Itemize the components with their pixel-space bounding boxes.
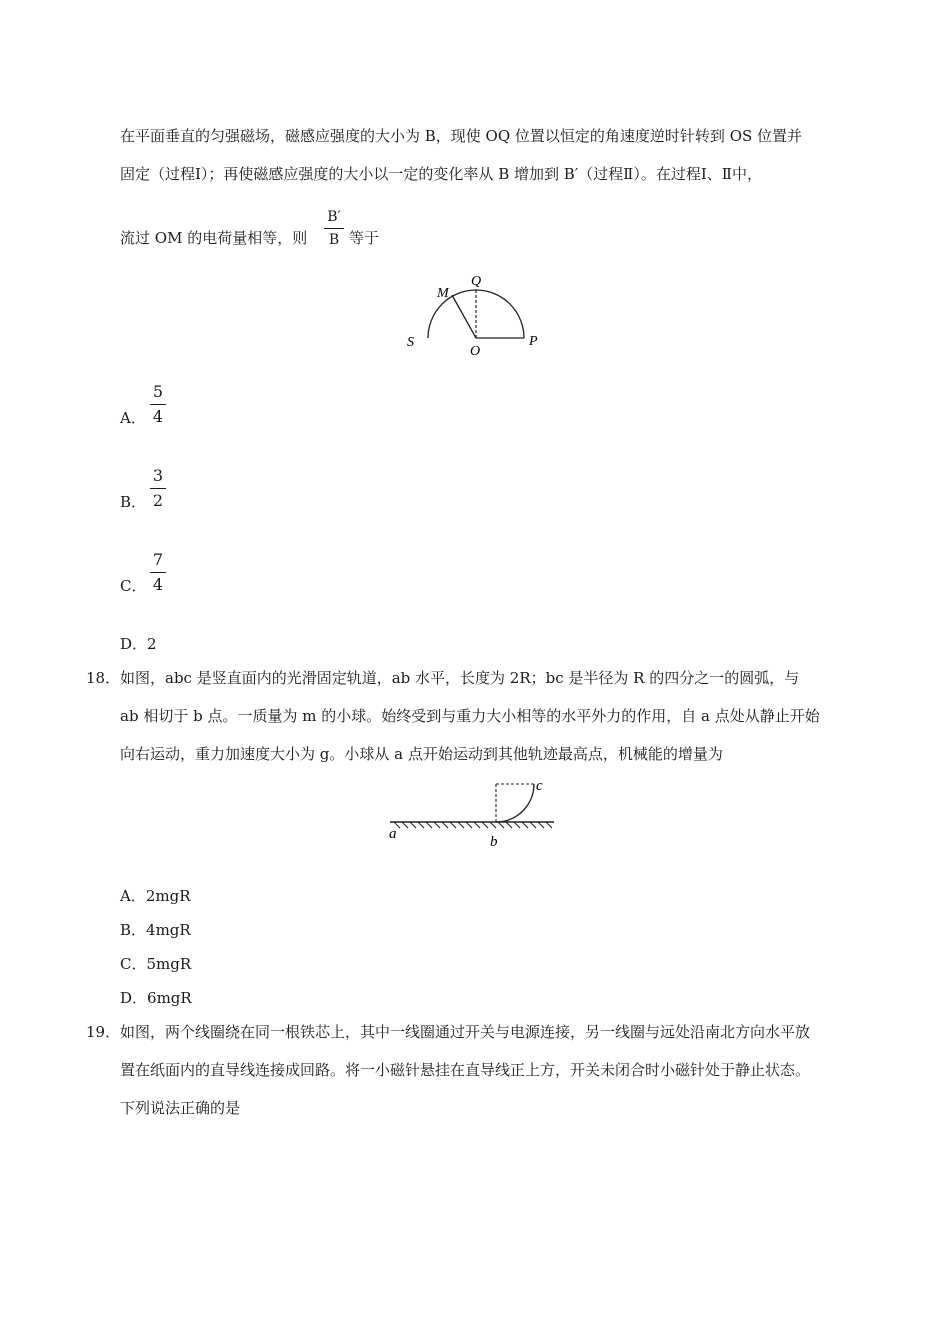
fraction-bar xyxy=(150,488,166,489)
q18-figure xyxy=(382,774,562,854)
fraction-numerator: 3 xyxy=(152,466,164,485)
q18-option-b xyxy=(120,920,191,940)
fraction-numerator: 5 xyxy=(152,382,164,401)
q17-text-line-1: 在平面垂直的匀强磁场，磁感应强度的大小为 B，现使 OQ 位置以恒定的角速度逆时针转到 OS 位置并 xyxy=(120,127,803,145)
label-c: c xyxy=(536,778,543,794)
option-value: 2 xyxy=(147,635,157,653)
q17-text-line-3-suffix: 等于 xyxy=(349,229,380,247)
quarter-arc-bc xyxy=(496,784,534,822)
q18-option-d xyxy=(120,988,192,1008)
label-m: M xyxy=(437,286,449,301)
fraction-bar xyxy=(150,404,166,405)
ground-hatching xyxy=(394,822,552,828)
q17-option-c-fraction xyxy=(150,550,166,595)
q17-option-a-fraction xyxy=(150,382,166,427)
label-o: O xyxy=(470,344,481,359)
label-p: P xyxy=(529,334,538,349)
option-label: A． xyxy=(120,887,146,905)
fraction-denominator: 4 xyxy=(152,575,164,594)
q19-text-line-2: 置在纸面内的直导线连接成回路。将一小磁针悬挂在直导线正上方，开关未闭合时小磁针处于静止状态。 xyxy=(120,1061,811,1079)
q18-text-line-2: ab 相切于 b 点。一质量为 m 的小球。始终受到与重力大小相等的水平外力的作用，自 a 点处从静止开始 xyxy=(120,707,820,725)
q17-option-b-label: B． xyxy=(120,493,147,511)
q17-option-c-label: C． xyxy=(120,577,147,595)
fraction-denominator: 2 xyxy=(152,491,164,510)
q18-option-a xyxy=(120,886,191,906)
option-label: D． xyxy=(120,635,148,653)
fraction-bar xyxy=(150,572,166,573)
fraction-numerator: 7 xyxy=(152,550,164,569)
ratio-denominator: B xyxy=(328,232,340,248)
q17-option-d xyxy=(120,634,157,654)
label-b: b xyxy=(490,834,498,850)
q17-option-a-label: A． xyxy=(120,409,146,427)
option-value: 6mgR xyxy=(147,989,192,1007)
option-label: C． xyxy=(120,955,147,973)
option-value: 2mgR xyxy=(145,887,191,905)
segment-om xyxy=(452,295,476,338)
label-s: S xyxy=(407,335,414,350)
label-a: a xyxy=(389,826,397,842)
fraction-denominator: 4 xyxy=(152,407,164,426)
q18-text-line-1: 如图，abc 是竖直面内的光滑固定轨道，ab 水平，长度为 2R；bc 是半径为 R 的四分之一的圆弧，与 xyxy=(120,669,800,687)
q19-number: 19． xyxy=(86,1023,121,1041)
label-q: Q xyxy=(471,274,482,289)
q17-text-line-3-prefix: 流过 OM 的电荷量相等，则 xyxy=(120,229,308,247)
q19-text-line-3: 下列说法正确的是 xyxy=(120,1099,241,1117)
q18-option-c xyxy=(120,954,191,974)
option-label: D． xyxy=(120,989,148,1007)
option-value: 4mgR xyxy=(146,921,191,939)
ratio-numerator: B′ xyxy=(327,209,341,225)
fraction-bar xyxy=(324,228,344,229)
q19-text-line-1: 如图，两个线圈绕在同一根铁芯上，其中一线圈通过开关与电源连接，另一线圈与远处沿南北方向水平放 xyxy=(120,1023,811,1041)
q17-figure xyxy=(400,268,550,360)
q18-number: 18． xyxy=(86,669,121,687)
q18-text-line-3: 向右运动，重力加速度大小为 g。小球从 a 点开始运动到其他轨迹最高点，机械能的增量为 xyxy=(120,745,723,763)
option-value: 5mgR xyxy=(146,955,192,973)
option-label: B． xyxy=(120,921,147,939)
q17-text-line-2: 固定（过程Ⅰ）；再使磁感应强度的大小以一定的变化率从 B 增加到 B′（过程Ⅱ）。在过程Ⅰ、Ⅱ中， xyxy=(120,165,763,183)
q17-option-b-fraction xyxy=(150,466,166,511)
q17-ratio-fraction xyxy=(324,208,344,249)
